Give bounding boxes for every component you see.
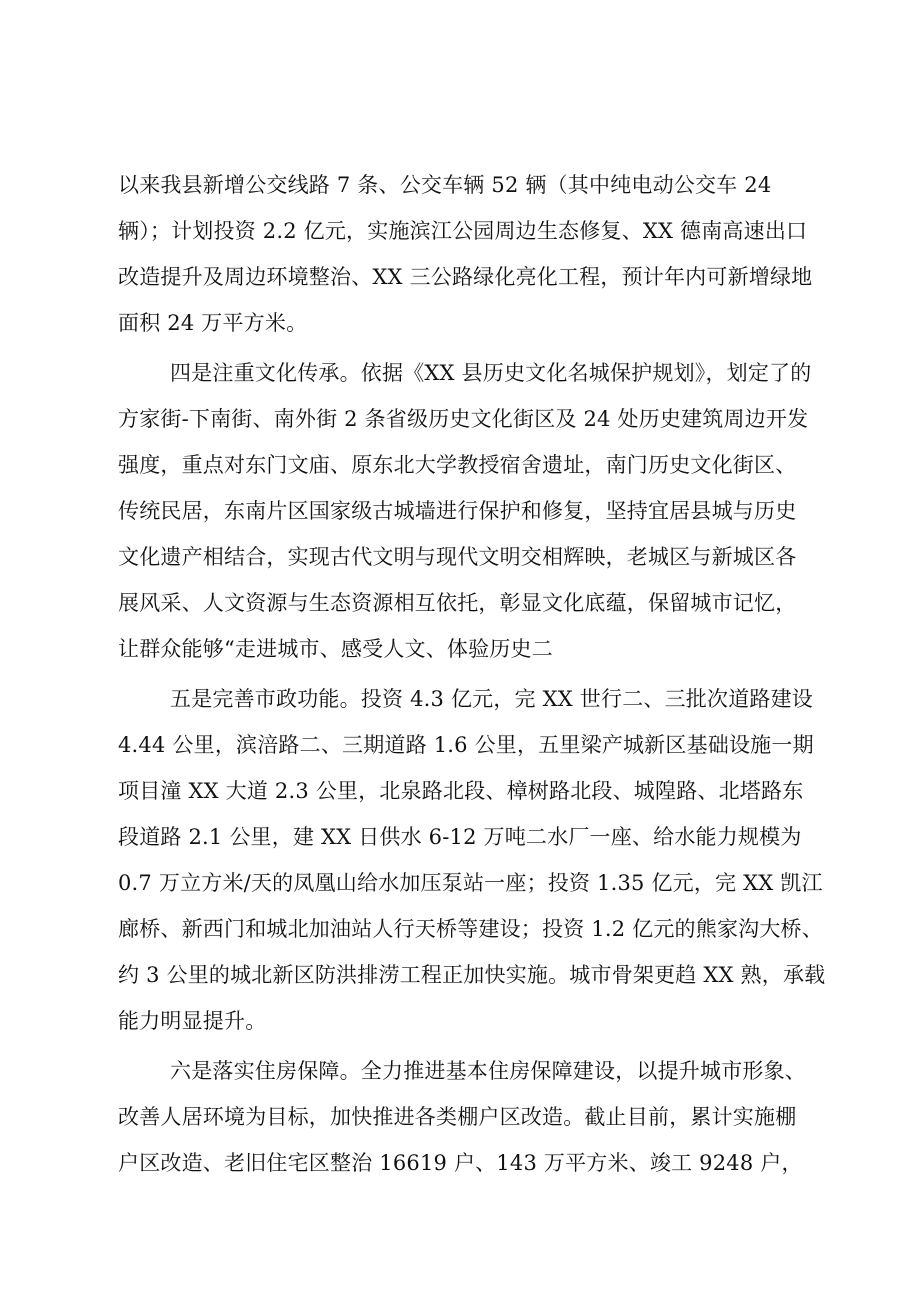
paragraph-line: 改造提升及周边环境整治、XX 三公路绿化亮化工程，预计年内可新增绿地 (118, 265, 813, 289)
paragraph-line: 面积 24 万平方米。 (118, 311, 308, 335)
paragraph-line: 传统民居，东南片区国家级古城墙进行保护和修复，坚持宜居县城与历史 (118, 499, 797, 523)
paragraph-line: 能力明显提升。 (118, 1009, 267, 1033)
paragraph-3 (118, 676, 830, 1044)
paragraph-1 (118, 162, 830, 346)
paragraph-line: 五是完善市政功能。投资 4.3 亿元，完 XX 世行二、三批次道路建设 (170, 687, 813, 711)
paragraph-line: 四是注重文化传承。依据《XX 县历史文化名城保护规划》，划定了的 (170, 361, 812, 385)
paragraph-line: 强度，重点对东门文庙、原东北大学教授宿舍遗址，南门历史文化街区、 (118, 453, 797, 477)
paragraph-line: 0.7 万立方米/天的凤凰山给水加压泵站一座；投资 1.35 亿元，完 XX 凯江 (118, 871, 823, 895)
paragraph-line: 展风采、人文资源与生态资源相互依托，彰显文化底蕴，保留城市记忆， (118, 591, 797, 615)
paragraph-line: 以来我县新增公交线路 7 条、公交车辆 52 辆（其中纯电动公交车 24 (118, 173, 772, 197)
paragraph-line: 文化遗产相结合，实现古代文明与现代文明交相辉映，老城区与新城区各 (118, 545, 797, 569)
paragraph-line: 约 3 公里的城北新区防洪排涝工程正加快实施。城市骨架更趋 XX 熟，承载 (118, 963, 826, 987)
paragraph-line: 廊桥、新西门和城北加油站人行天桥等建设；投资 1.2 亿元的熊家沟大桥、 (118, 917, 823, 941)
paragraph-2 (118, 350, 830, 672)
paragraph-line: 让群众能够“走进城市、感受人文、体验历史二 (118, 637, 553, 661)
document-body (118, 162, 830, 1186)
paragraph-line: 4.44 公里，滨涪路二、三期道路 1.6 公里，五里梁产城新区基础设施一期 (118, 733, 814, 757)
paragraph-line: 方家街-下南街、南外街 2 条省级历史文化街区及 24 处历史建筑周边开发 (118, 407, 809, 431)
paragraph-line: 项目潼 XX 大道 2.3 公里，北泉路北段、樟树路北段、城隍路、北塔路东 (118, 779, 804, 803)
paragraph-line: 六是落实住房保障。全力推进基本住房保障建设，以提升城市形象、 (170, 1059, 806, 1083)
paragraph-line: 段道路 2.1 公里，建 XX 日供水 6-12 万吨二水厂一座、给水能力规模为 (118, 825, 802, 849)
paragraph-line: 户区改造、老旧住宅区整治 16619 户、143 万平方米、竣工 9248 户， (118, 1151, 803, 1175)
paragraph-line: 辆）；计划投资 2.2 亿元，实施滨江公园周边生态修复、XX 德南高速出口 (118, 219, 808, 243)
paragraph-line: 改善人居环境为目标，加快推进各类棚户区改造。截止目前，累计实施棚 (118, 1105, 797, 1129)
paragraph-4 (118, 1048, 830, 1186)
